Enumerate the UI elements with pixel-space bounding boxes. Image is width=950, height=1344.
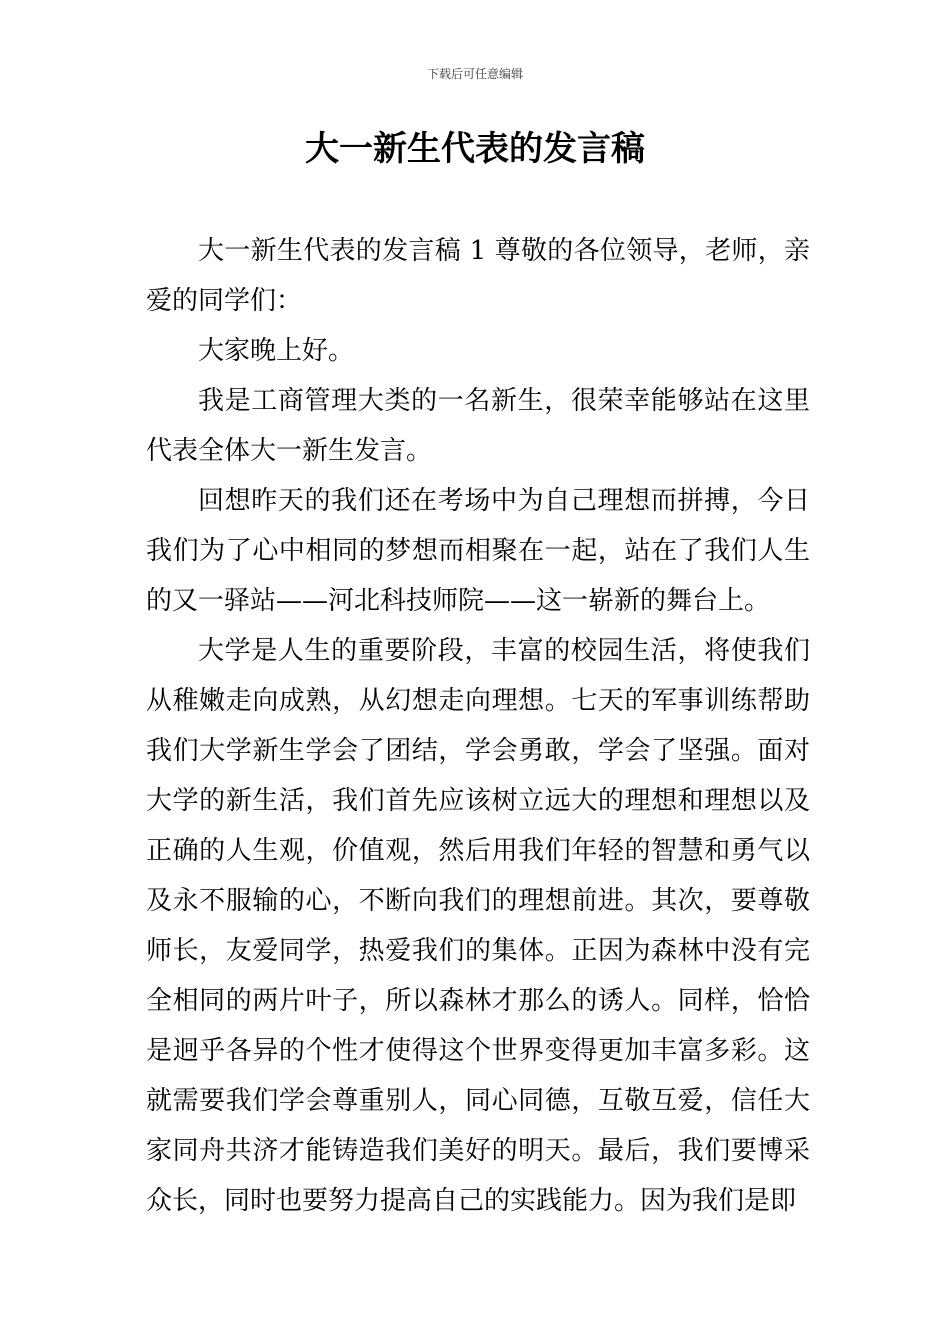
document-title: 大一新生代表的发言稿 bbox=[305, 129, 645, 169]
paragraph: 大学是人生的重要阶段，丰富的校园生活，将使我们从稚嫩走向成熟，从幻想走向理想。七天的军事训练帮助我们大学新生学会了团结，学会勇敢，学会了坚强。面对大学的新生活，我们首先应该树立远大的理想和理想以及正确的人生观，价值观，然后用我们年轻的智慧和勇气以及永不服输的心，不断向我们的理想前进。其次，要尊敬师长，友爱同学，热爱我们的集体。正因为森林中没有完全相同的两片叶子，所以森林才那么的诱人。同样，恰恰是迥乎各异的个性才使得这个世界变得更加丰富多彩。这就需要我们学会尊重别人，同心同德，互敬互爱，信任大家同舟共济才能铸造我们美好的明天。最后，我们要博采众长，同时也要努力提高自己的实践能力。因为我们是即 bbox=[146, 636, 810, 1216]
paragraph: 大家晚上好。 bbox=[198, 336, 355, 366]
paragraph: 回想昨天的我们还在考场中为自己理想而拼搏，今日我们为了心中相同的梦想而相聚在一起，站在了我们人生的又一驿站——河北科技师院——这一崭新的舞台上。 bbox=[146, 486, 810, 616]
paragraph: 大一新生代表的发言稿 1 尊敬的各位领导，老师，亲爱的同学们： bbox=[146, 236, 810, 316]
paragraph: 我是工商管理大类的一名新生，很荣幸能够站在这里代表全体大一新生发言。 bbox=[146, 386, 810, 466]
header-note: 下载后可任意编辑 bbox=[426, 67, 523, 81]
document-body bbox=[146, 226, 810, 1226]
